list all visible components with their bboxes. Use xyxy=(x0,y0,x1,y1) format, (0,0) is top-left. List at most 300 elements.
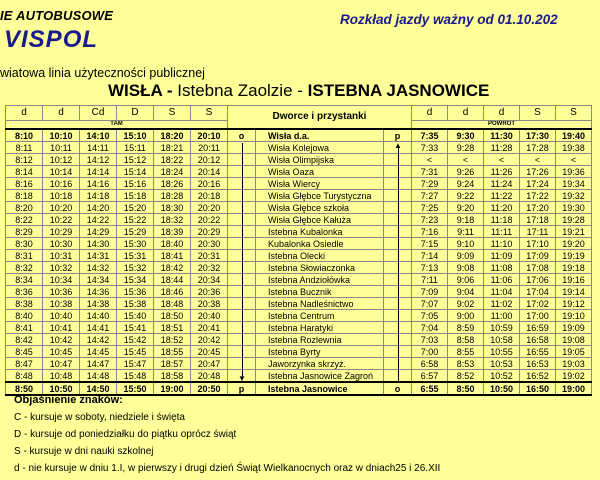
departure-time: 20:36 xyxy=(191,286,228,298)
stop-name: Wisła Olimpijska xyxy=(256,154,384,166)
departure-time: 8:42 xyxy=(6,334,43,346)
departure-time: 18:50 xyxy=(154,310,191,322)
departure-time: 18:52 xyxy=(154,334,191,346)
return-time: 19:03 xyxy=(556,358,592,370)
table-row xyxy=(6,370,592,383)
stop-name: Istebna Jasnowice Zagroń xyxy=(256,370,384,383)
departure-time: 14:20 xyxy=(80,202,117,214)
return-time: 7:29 xyxy=(412,178,448,190)
direction-out-label: TAM xyxy=(6,121,228,130)
return-time: 17:00 xyxy=(520,310,556,322)
departure-time: 15:41 xyxy=(117,322,154,334)
departure-time: 10:18 xyxy=(43,190,80,202)
return-time: 19:14 xyxy=(556,286,592,298)
return-time: 10:59 xyxy=(484,322,520,334)
departure-time: 10:45 xyxy=(43,346,80,358)
return-time: 19:21 xyxy=(556,226,592,238)
stop-name: Istebna Jasnowice xyxy=(256,382,384,395)
departure-time: 20:20 xyxy=(191,202,228,214)
return-time: 8:52 xyxy=(448,370,484,383)
departure-time: 10:30 xyxy=(43,238,80,250)
return-time: 7:15 xyxy=(412,238,448,250)
stop-name: Istebna Słowiaczonka xyxy=(256,262,384,274)
departure-time: 14:38 xyxy=(80,298,117,310)
day-code-header: Cd xyxy=(80,106,117,121)
stop-name: Wisła d.a. xyxy=(256,129,384,142)
return-time: 11:20 xyxy=(484,202,520,214)
return-time: 17:06 xyxy=(520,274,556,286)
departure-time: 10:40 xyxy=(43,310,80,322)
departure-time: 10:38 xyxy=(43,298,80,310)
departure-time: 20:41 xyxy=(191,322,228,334)
return-time: 10:52 xyxy=(484,370,520,383)
stop-marker-left: p xyxy=(228,382,256,395)
day-code-header: S xyxy=(556,106,592,121)
return-time: 9:22 xyxy=(448,190,484,202)
departure-time: 20:45 xyxy=(191,346,228,358)
departure-time: 14:45 xyxy=(80,346,117,358)
return-time: 11:09 xyxy=(484,250,520,262)
table-row xyxy=(6,142,592,154)
departure-time: 15:32 xyxy=(117,262,154,274)
departure-time: 18:30 xyxy=(154,202,191,214)
stop-marker-left: o xyxy=(228,129,256,142)
departure-time: 8:29 xyxy=(6,226,43,238)
departure-time: 8:47 xyxy=(6,358,43,370)
departure-time: 10:29 xyxy=(43,226,80,238)
departure-time: 8:31 xyxy=(6,250,43,262)
return-time: 11:24 xyxy=(484,178,520,190)
return-time: 7:14 xyxy=(412,250,448,262)
departure-time: 20:34 xyxy=(191,274,228,286)
departure-time: 8:10 xyxy=(6,129,43,142)
departure-time: 10:48 xyxy=(43,370,80,383)
return-time: 17:04 xyxy=(520,286,556,298)
route-end: ISTEBNA JASNOWICE xyxy=(307,81,490,100)
day-code-header: S xyxy=(520,106,556,121)
stop-name: Istebna Andziołówka xyxy=(256,274,384,286)
return-time: 8:58 xyxy=(448,334,484,346)
return-time: 7:25 xyxy=(412,202,448,214)
stop-name: Istebna Olecki xyxy=(256,250,384,262)
stop-name: Istebna Haratyki xyxy=(256,322,384,334)
departure-time: 19:00 xyxy=(154,382,191,395)
departure-time: 10:36 xyxy=(43,286,80,298)
return-time: 9:00 xyxy=(448,310,484,322)
departure-time: 15:29 xyxy=(117,226,154,238)
departure-time: 15:31 xyxy=(117,250,154,262)
departure-time: 10:22 xyxy=(43,214,80,226)
return-time: 17:26 xyxy=(520,166,556,178)
table-row xyxy=(6,178,592,190)
return-time: 19:36 xyxy=(556,166,592,178)
departure-time: 8:40 xyxy=(6,310,43,322)
departure-time: 20:18 xyxy=(191,190,228,202)
departure-time: 10:31 xyxy=(43,250,80,262)
return-time: 7:03 xyxy=(412,334,448,346)
return-time: 19:05 xyxy=(556,346,592,358)
departure-time: 14:34 xyxy=(80,274,117,286)
return-time: 19:28 xyxy=(556,214,592,226)
departure-time: 18:48 xyxy=(154,298,191,310)
departure-time: 10:32 xyxy=(43,262,80,274)
stop-name: Jaworzynka skrzyż. xyxy=(256,358,384,370)
return-time: 11:04 xyxy=(484,286,520,298)
departure-time: 14:50 xyxy=(80,382,117,395)
return-time: 7:35 xyxy=(412,129,448,142)
departure-time: 15:11 xyxy=(117,142,154,154)
table-row xyxy=(6,322,592,334)
return-time: 17:02 xyxy=(520,298,556,310)
departure-time: 18:46 xyxy=(154,286,191,298)
return-time: 10:58 xyxy=(484,334,520,346)
departure-time: 10:50 xyxy=(43,382,80,395)
table-row xyxy=(6,274,592,286)
departure-time: 20:48 xyxy=(191,370,228,383)
table-row xyxy=(6,226,592,238)
return-time: 11:11 xyxy=(484,226,520,238)
return-time: 19:18 xyxy=(556,262,592,274)
route-via: Istebna Zaolzie - xyxy=(177,81,308,100)
return-time: 19:19 xyxy=(556,250,592,262)
departure-time: 18:41 xyxy=(154,250,191,262)
departure-time: 18:40 xyxy=(154,238,191,250)
return-time: 19:20 xyxy=(556,238,592,250)
departure-time: 18:55 xyxy=(154,346,191,358)
departure-time: 20:32 xyxy=(191,262,228,274)
line-subtitle: wiatowa linia użyteczności publicznej xyxy=(0,66,205,80)
return-time: < xyxy=(448,154,484,166)
departure-time: 20:47 xyxy=(191,358,228,370)
table-row xyxy=(6,310,592,322)
departure-time: 14:16 xyxy=(80,178,117,190)
return-time: 9:30 xyxy=(448,129,484,142)
return-time: 19:16 xyxy=(556,274,592,286)
return-time: 11:00 xyxy=(484,310,520,322)
departure-time: 20:22 xyxy=(191,214,228,226)
departure-time: 14:42 xyxy=(80,334,117,346)
departure-time: 14:41 xyxy=(80,322,117,334)
departure-time: 10:11 xyxy=(43,142,80,154)
departure-time: 18:21 xyxy=(154,142,191,154)
return-time: 19:38 xyxy=(556,142,592,154)
company-brand xyxy=(0,0,140,60)
departure-time: 14:30 xyxy=(80,238,117,250)
return-time: 7:23 xyxy=(412,214,448,226)
table-row xyxy=(6,262,592,274)
departure-time: 8:48 xyxy=(6,370,43,383)
return-time: 9:20 xyxy=(448,202,484,214)
departure-time: 14:11 xyxy=(80,142,117,154)
return-time: 19:02 xyxy=(556,370,592,383)
day-code-header: S xyxy=(154,106,191,121)
return-time: 7:00 xyxy=(412,346,448,358)
departure-time: 20:31 xyxy=(191,250,228,262)
departure-time: 14:10 xyxy=(80,129,117,142)
departure-time: 14:48 xyxy=(80,370,117,383)
departure-time: 20:11 xyxy=(191,142,228,154)
departure-time: 14:47 xyxy=(80,358,117,370)
departure-time: 8:20 xyxy=(6,202,43,214)
table-row xyxy=(6,190,592,202)
stop-name: Wisła Głębce Kałuża xyxy=(256,214,384,226)
return-time: 17:11 xyxy=(520,226,556,238)
route-start: WISŁA - xyxy=(108,81,178,100)
departure-time: 14:22 xyxy=(80,214,117,226)
return-time: 10:50 xyxy=(484,382,520,395)
departure-time: 18:32 xyxy=(154,214,191,226)
return-time: 11:02 xyxy=(484,298,520,310)
legend-item: d - nie kursuje w dniu 1.I, w pierwszy i drugi dzień Świąt Wielkanocnych oraz w dniach25 i 26.XII xyxy=(14,463,441,474)
departure-time: 20:30 xyxy=(191,238,228,250)
departure-time: 8:22 xyxy=(6,214,43,226)
stop-marker-right: o xyxy=(384,382,412,395)
day-code-header: d xyxy=(412,106,448,121)
brand-top-text: IE AUTOBUSOWE xyxy=(0,8,114,23)
return-time: 17:10 xyxy=(520,238,556,250)
return-time: 17:30 xyxy=(520,129,556,142)
legend-title: Objaśnienie znaków: xyxy=(14,394,123,406)
departure-time: 15:36 xyxy=(117,286,154,298)
departure-time: 10:34 xyxy=(43,274,80,286)
return-time: 9:26 xyxy=(448,166,484,178)
departure-time: 10:10 xyxy=(43,129,80,142)
departure-time: 15:14 xyxy=(117,166,154,178)
legend xyxy=(14,394,440,480)
table-row xyxy=(6,298,592,310)
legend-item: C - kursuje w soboty, niedziele i święta xyxy=(14,412,185,423)
departure-time: 8:41 xyxy=(6,322,43,334)
departure-time: 10:14 xyxy=(43,166,80,178)
return-time: 16:52 xyxy=(520,370,556,383)
departure-time: 18:22 xyxy=(154,154,191,166)
brand-logo: VISPOL xyxy=(4,26,99,53)
departure-time: 14:18 xyxy=(80,190,117,202)
departure-time: 15:20 xyxy=(117,202,154,214)
return-time: 19:00 xyxy=(556,382,592,395)
departure-time: 15:42 xyxy=(117,334,154,346)
return-time: 17:18 xyxy=(520,214,556,226)
departure-time: 18:57 xyxy=(154,358,191,370)
return-time: 9:08 xyxy=(448,262,484,274)
departure-time: 15:47 xyxy=(117,358,154,370)
stop-name: Istebna Kubalonka xyxy=(256,226,384,238)
departure-time: 10:47 xyxy=(43,358,80,370)
return-time: 7:09 xyxy=(412,286,448,298)
return-time: 16:59 xyxy=(520,322,556,334)
stop-name: Istebna Nadleśnictwo xyxy=(256,298,384,310)
return-time: 9:04 xyxy=(448,286,484,298)
return-time: 19:30 xyxy=(556,202,592,214)
table-row xyxy=(6,250,592,262)
legend-item: S - kursuje w dni nauki szkolnej xyxy=(14,446,154,457)
departure-time: 15:30 xyxy=(117,238,154,250)
return-time: 7:33 xyxy=(412,142,448,154)
return-time: 8:55 xyxy=(448,346,484,358)
route-title xyxy=(108,81,489,101)
table-row xyxy=(6,154,592,166)
table-row xyxy=(6,166,592,178)
day-code-header: S xyxy=(191,106,228,121)
departure-time: 20:38 xyxy=(191,298,228,310)
table-row xyxy=(6,346,592,358)
stop-name: Wisła Głębce szkoła xyxy=(256,202,384,214)
stop-name: Istebna Byrty xyxy=(256,346,384,358)
departure-time: 15:12 xyxy=(117,154,154,166)
return-time: 9:11 xyxy=(448,226,484,238)
departure-time: 10:42 xyxy=(43,334,80,346)
stop-name: Istebna Centrum xyxy=(256,310,384,322)
departure-time: 18:28 xyxy=(154,190,191,202)
return-time: 16:50 xyxy=(520,382,556,395)
validity-date: Rozkład jazdy ważny od 01.10.202 xyxy=(340,12,558,27)
return-time: 16:58 xyxy=(520,334,556,346)
departure-time: 20:29 xyxy=(191,226,228,238)
legend-item: D - kursuje od poniedziałku do piątku oprócz świąt xyxy=(14,429,237,440)
return-time: 17:22 xyxy=(520,190,556,202)
return-time: 7:31 xyxy=(412,166,448,178)
departure-time: 8:30 xyxy=(6,238,43,250)
return-time: 11:18 xyxy=(484,214,520,226)
return-time: 19:10 xyxy=(556,310,592,322)
departure-time: 20:42 xyxy=(191,334,228,346)
return-time: 17:09 xyxy=(520,250,556,262)
departure-time: 8:34 xyxy=(6,274,43,286)
return-time: < xyxy=(556,154,592,166)
return-time: 9:02 xyxy=(448,298,484,310)
stop-name: Wisła Głębce Turystyczna xyxy=(256,190,384,202)
departure-time: 18:26 xyxy=(154,178,191,190)
return-time: 6:58 xyxy=(412,358,448,370)
departure-time: 15:38 xyxy=(117,298,154,310)
departure-time: 8:50 xyxy=(6,382,43,395)
return-time: 11:30 xyxy=(484,129,520,142)
departure-time: 14:32 xyxy=(80,262,117,274)
down-arrow-icon: ▼ xyxy=(238,374,246,383)
return-time: 11:26 xyxy=(484,166,520,178)
departure-time: 18:51 xyxy=(154,322,191,334)
departure-time: 10:12 xyxy=(43,154,80,166)
stop-name: Wisła Wiercy xyxy=(256,178,384,190)
departure-time: 14:14 xyxy=(80,166,117,178)
return-time: < xyxy=(484,154,520,166)
return-time: 7:11 xyxy=(412,274,448,286)
outbound-direction-line xyxy=(242,143,243,378)
departure-time: 15:40 xyxy=(117,310,154,322)
departure-time: 20:14 xyxy=(191,166,228,178)
departure-time: 15:34 xyxy=(117,274,154,286)
return-time: 7:13 xyxy=(412,262,448,274)
return-time: 17:24 xyxy=(520,178,556,190)
return-time: 8:59 xyxy=(448,322,484,334)
table-row xyxy=(6,129,592,142)
departure-time: 20:10 xyxy=(191,129,228,142)
return-time: 11:22 xyxy=(484,190,520,202)
up-arrow-icon: ▲ xyxy=(394,140,402,150)
return-time: 16:55 xyxy=(520,346,556,358)
return-time: < xyxy=(520,154,556,166)
departure-time: 20:50 xyxy=(191,382,228,395)
departure-time: 20:16 xyxy=(191,178,228,190)
departure-time: 15:22 xyxy=(117,214,154,226)
return-time: < xyxy=(412,154,448,166)
departure-time: 18:24 xyxy=(154,166,191,178)
departure-time: 18:20 xyxy=(154,129,191,142)
stop-name: Kubalonka Osiedle xyxy=(256,238,384,250)
return-time: 17:08 xyxy=(520,262,556,274)
return-time: 19:09 xyxy=(556,322,592,334)
return-time: 7:05 xyxy=(412,310,448,322)
return-time: 7:16 xyxy=(412,226,448,238)
return-time: 10:55 xyxy=(484,346,520,358)
day-code-header: d xyxy=(448,106,484,121)
departure-time: 15:45 xyxy=(117,346,154,358)
departure-time: 8:12 xyxy=(6,154,43,166)
table-row xyxy=(6,238,592,250)
table-row xyxy=(6,202,592,214)
return-time: 8:50 xyxy=(448,382,484,395)
day-code-header: d xyxy=(6,106,43,121)
day-code-header: d xyxy=(484,106,520,121)
table-row xyxy=(6,358,592,370)
return-time: 11:10 xyxy=(484,238,520,250)
return-time: 19:32 xyxy=(556,190,592,202)
departure-time: 14:40 xyxy=(80,310,117,322)
departure-time: 20:12 xyxy=(191,154,228,166)
return-time: 7:04 xyxy=(412,322,448,334)
day-code-header: d xyxy=(43,106,80,121)
stop-name: Wisła Oaza xyxy=(256,166,384,178)
return-time: 19:40 xyxy=(556,129,592,142)
return-time: 9:06 xyxy=(448,274,484,286)
departure-time: 8:16 xyxy=(6,178,43,190)
table-row xyxy=(6,334,592,346)
departure-time: 8:36 xyxy=(6,286,43,298)
return-time: 9:18 xyxy=(448,214,484,226)
return-time: 7:27 xyxy=(412,190,448,202)
day-code-header: D xyxy=(117,106,154,121)
departure-time: 10:41 xyxy=(43,322,80,334)
departure-time: 8:11 xyxy=(6,142,43,154)
return-time: 11:28 xyxy=(484,142,520,154)
departure-time: 15:18 xyxy=(117,190,154,202)
table-row xyxy=(6,214,592,226)
timetable xyxy=(5,105,592,396)
stops-header: Dworce i przystanki xyxy=(228,106,412,130)
return-time: 16:53 xyxy=(520,358,556,370)
departure-time: 20:40 xyxy=(191,310,228,322)
return-time: 6:57 xyxy=(412,370,448,383)
stop-name: Istebna Rozlewnia xyxy=(256,334,384,346)
departure-time: 8:14 xyxy=(6,166,43,178)
departure-time: 18:58 xyxy=(154,370,191,383)
return-time: 19:12 xyxy=(556,298,592,310)
departure-time: 14:12 xyxy=(80,154,117,166)
stop-name: Wisła Kolejowa xyxy=(256,142,384,154)
return-time: 19:08 xyxy=(556,334,592,346)
return-time: 6:55 xyxy=(412,382,448,395)
return-time: 19:34 xyxy=(556,178,592,190)
direction-back-label: POWRÓT xyxy=(412,121,592,130)
return-time: 9:09 xyxy=(448,250,484,262)
departure-time: 14:36 xyxy=(80,286,117,298)
departure-time: 18:42 xyxy=(154,262,191,274)
return-time: 11:08 xyxy=(484,262,520,274)
return-time: 9:10 xyxy=(448,238,484,250)
departure-time: 8:38 xyxy=(6,298,43,310)
return-time: 9:28 xyxy=(448,142,484,154)
departure-time: 14:29 xyxy=(80,226,117,238)
